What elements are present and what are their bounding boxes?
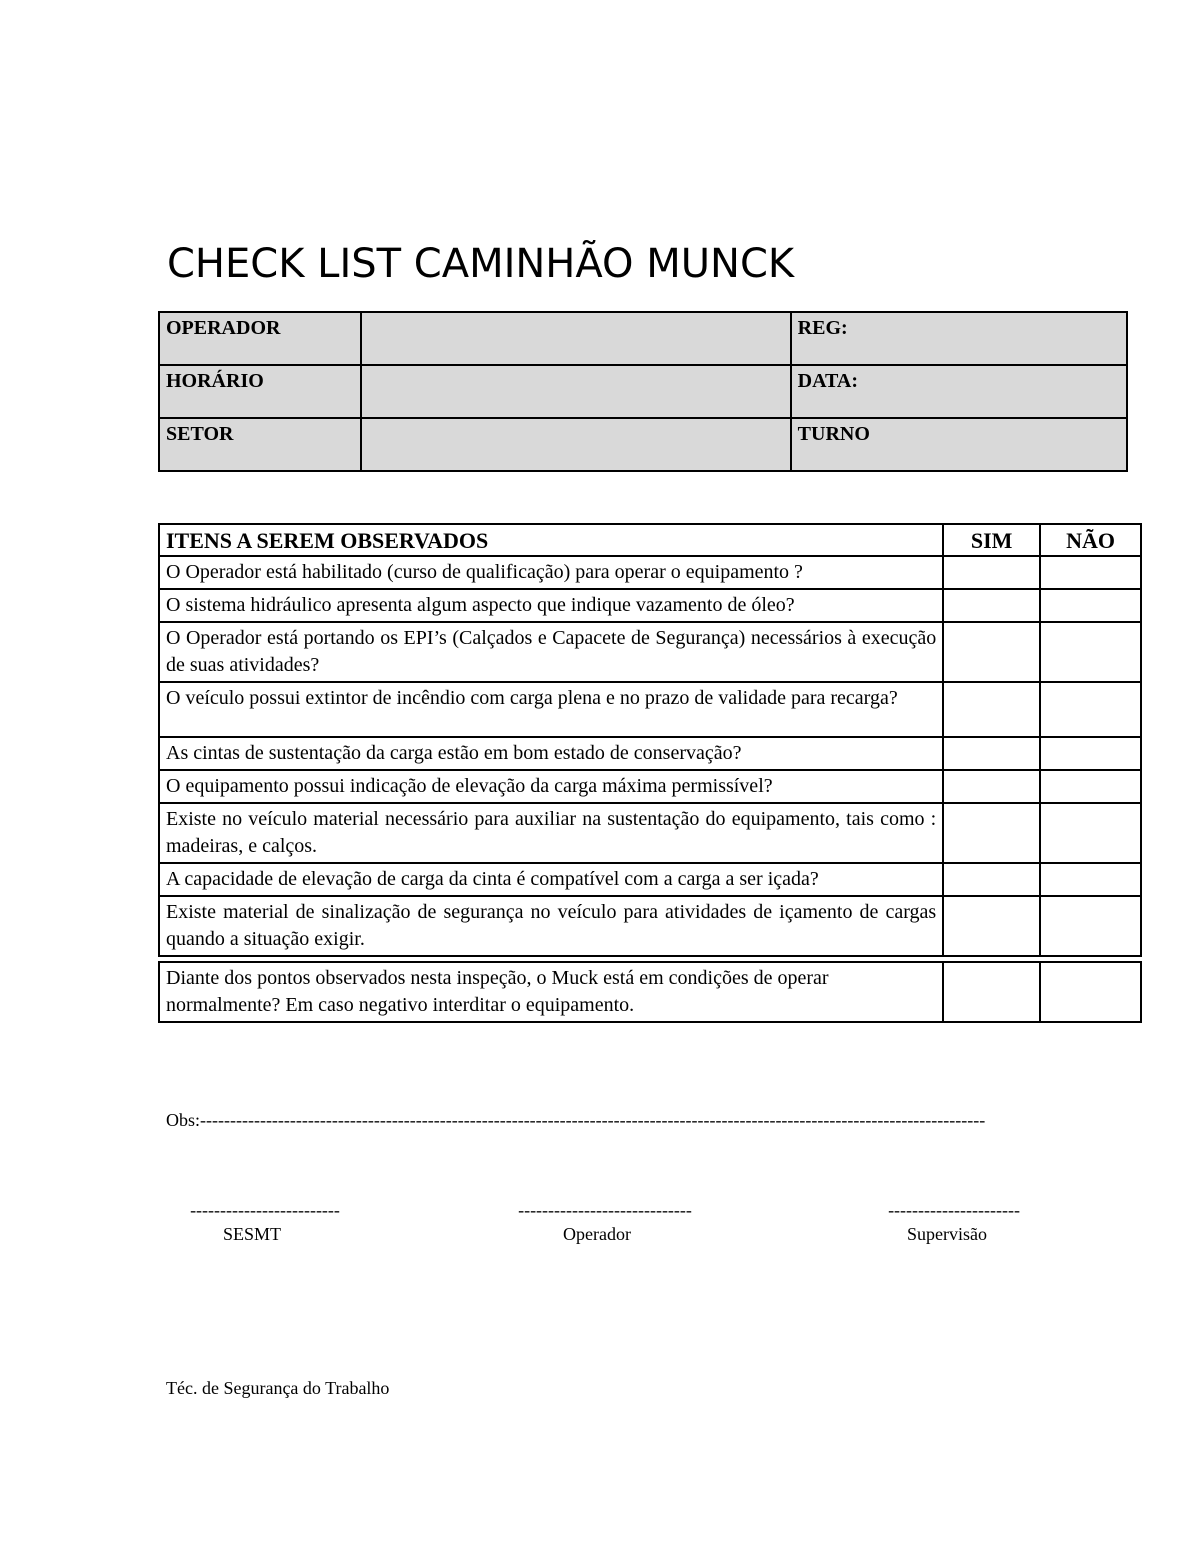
- yes-checkbox-cell[interactable]: [943, 589, 1040, 622]
- checklist-question: O equipamento possui indicação de elevação da carga máxima permissível?: [159, 770, 943, 803]
- checklist-question: Existe material de sinalização de segurança no veículo para atividades de içamento de cargas quando a situação exigir.: [159, 896, 943, 956]
- checklist-question: O sistema hidráulico apresenta algum aspecto que indique vazamento de óleo?: [159, 589, 943, 622]
- yes-checkbox-cell[interactable]: [943, 622, 1040, 682]
- checklist-row: [159, 682, 1141, 737]
- checklist-question: O Operador está portando os EPI’s (Calçados e Capacete de Segurança) necessários à execução de suas atividades?: [159, 622, 943, 682]
- time-field[interactable]: [361, 365, 791, 418]
- checklist-question: As cintas de sustentação da carga estão em bom estado de conservação?: [159, 737, 943, 770]
- yes-checkbox-cell[interactable]: [943, 556, 1040, 589]
- signature-label: SESMT: [222, 1224, 282, 1244]
- final-question-row: [159, 962, 1141, 1022]
- yes-checkbox-cell[interactable]: [943, 770, 1040, 803]
- sector-field[interactable]: [361, 418, 791, 471]
- no-checkbox-cell[interactable]: [1040, 803, 1141, 863]
- yes-checkbox-cell[interactable]: [943, 896, 1040, 956]
- footer-text: Téc. de Segurança do Trabalho: [166, 1378, 390, 1398]
- info-row: [159, 365, 1127, 418]
- signature-label: Supervisão: [907, 1224, 987, 1244]
- checklist-header-row: [159, 524, 1141, 556]
- info-label: HORÁRIO: [159, 365, 361, 418]
- no-checkbox-cell[interactable]: [1040, 556, 1141, 589]
- final-question: Diante dos pontos observados nesta inspeção, o Muck está em condições de operar normalmente? Em caso negativo interditar o equipamento.: [159, 962, 943, 1022]
- no-checkbox-cell[interactable]: [1040, 863, 1141, 896]
- items-header: ITENS A SEREM OBSERVADOS: [159, 524, 943, 556]
- checklist-question: O veículo possui extintor de incêndio com carga plena e no prazo de validade para recarga?: [159, 682, 943, 737]
- signature-line: -------------------------: [190, 1200, 340, 1220]
- checklist-row: [159, 737, 1141, 770]
- no-header: NÃO: [1040, 524, 1141, 556]
- yes-checkbox-cell[interactable]: [943, 962, 1040, 1022]
- observations-line[interactable]: Obs:-----------------------------------------------------------------------------------------------------------------------------------: [166, 1110, 986, 1130]
- checklist-row: [159, 589, 1141, 622]
- signature-operator: [505, 1198, 705, 1246]
- yes-checkbox-cell[interactable]: [943, 803, 1040, 863]
- checklist-row: [159, 863, 1141, 896]
- checklist-row: [159, 803, 1141, 863]
- no-checkbox-cell[interactable]: [1040, 622, 1141, 682]
- checklist-row: [159, 556, 1141, 589]
- signature-line: -----------------------------: [518, 1200, 692, 1220]
- yes-checkbox-cell[interactable]: [943, 863, 1040, 896]
- checklist-row: [159, 770, 1141, 803]
- signature-sesmt: [180, 1198, 350, 1246]
- no-checkbox-cell[interactable]: [1040, 770, 1141, 803]
- reg-field[interactable]: REG:: [791, 312, 1127, 365]
- signature-line: ----------------------: [888, 1200, 1020, 1220]
- checklist-question: Existe no veículo material necessário para auxiliar na sustentação do equipamento, tais como : madeiras, e calços.: [159, 803, 943, 863]
- checklist-question: O Operador está habilitado (curso de qualificação) para operar o equipamento ?: [159, 556, 943, 589]
- page-title: CHECK LIST CAMINHÃO MUNCK: [167, 241, 795, 287]
- no-checkbox-cell[interactable]: [1040, 737, 1141, 770]
- info-row: [159, 418, 1127, 471]
- no-checkbox-cell[interactable]: [1040, 589, 1141, 622]
- operator-info-table: [158, 311, 1128, 472]
- no-checkbox-cell[interactable]: [1040, 962, 1141, 1022]
- date-field[interactable]: DATA:: [791, 365, 1127, 418]
- checklist-question: A capacidade de elevação de carga da cinta é compatível com a carga a ser içada?: [159, 863, 943, 896]
- checklist-row: [159, 896, 1141, 956]
- no-checkbox-cell[interactable]: [1040, 896, 1141, 956]
- yes-checkbox-cell[interactable]: [943, 737, 1040, 770]
- checklist-row: [159, 622, 1141, 682]
- no-checkbox-cell[interactable]: [1040, 682, 1141, 737]
- operator-field[interactable]: [361, 312, 791, 365]
- shift-field[interactable]: TURNO: [791, 418, 1127, 471]
- info-row: [159, 312, 1127, 365]
- info-label: SETOR: [159, 418, 361, 471]
- yes-header: SIM: [943, 524, 1040, 556]
- signature-supervision: [878, 1198, 1030, 1246]
- yes-checkbox-cell[interactable]: [943, 682, 1040, 737]
- checklist-table: [158, 523, 1142, 957]
- info-label: OPERADOR: [159, 312, 361, 365]
- signature-label: Operador: [563, 1224, 631, 1244]
- final-question-table: [158, 961, 1142, 1023]
